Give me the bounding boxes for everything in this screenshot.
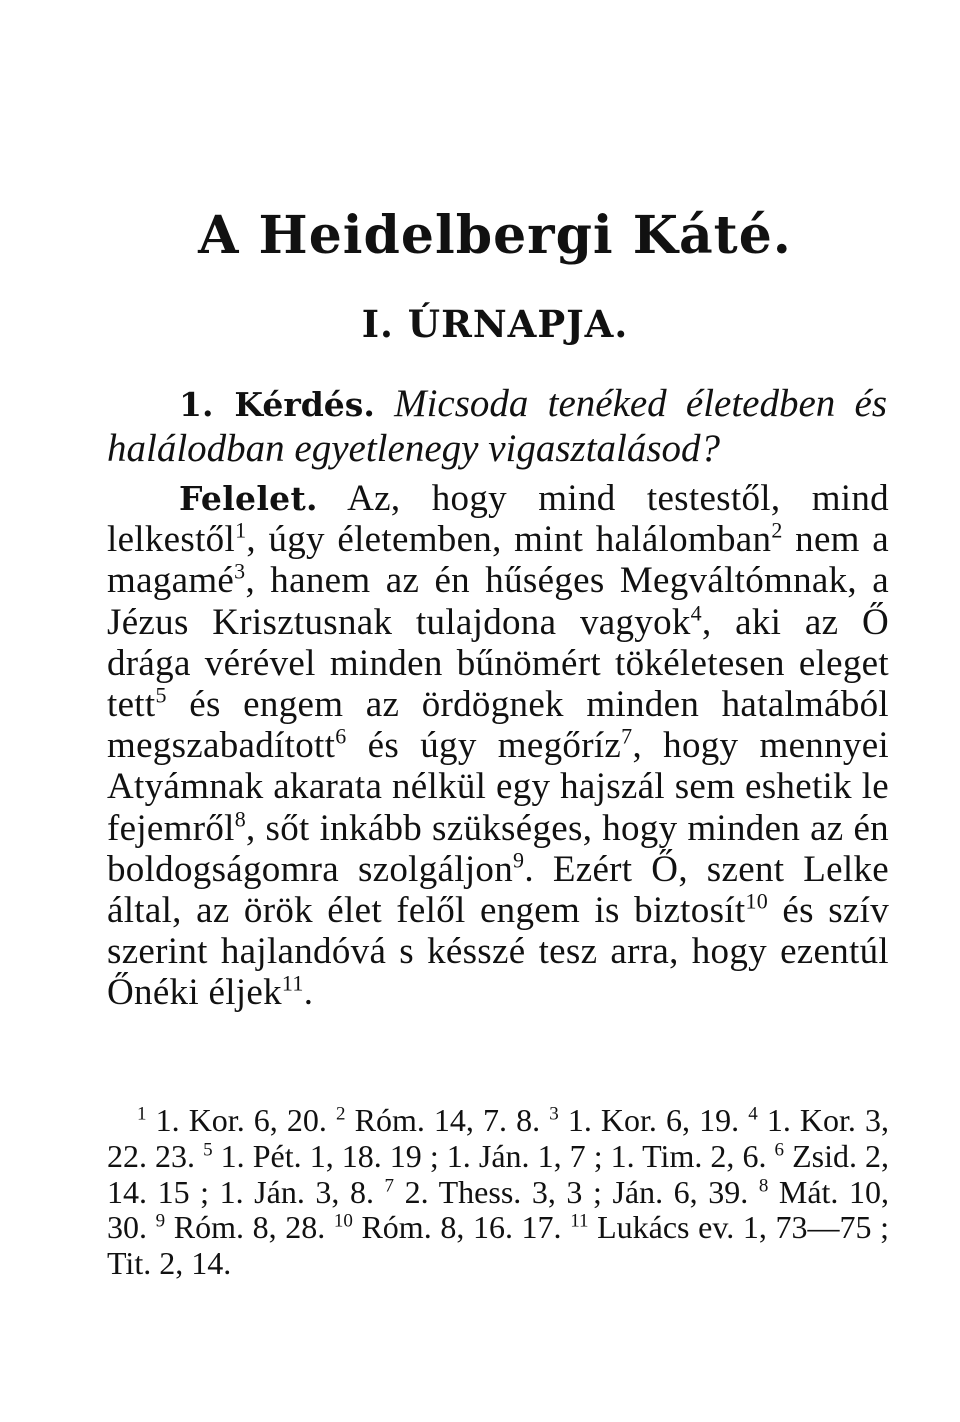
reference-text: 1. Pét. 1, 18. 19 ; 1. Ján. 1, 7 ; 1. Tim. 2, 6. — [212, 1137, 775, 1174]
answer-text-segment: , hanem az én hűséges Megváltómnak, a Jézus Krisztusnak tulajdona vagyok — [107, 560, 889, 643]
footnote-marker: 3 — [234, 559, 246, 585]
footnote-marker: 2 — [771, 517, 783, 543]
reference-text: Lukács ev. 1, 73—75 ; Tit. 2, 14. — [107, 1209, 890, 1282]
reference-number: 4 — [748, 1103, 758, 1125]
answer-text-segment: , aki az Ő drága vérével minden bűnömért tökéletesen eleget tett — [107, 601, 889, 726]
reference-text: Róm. 8, 16. 17. — [352, 1209, 571, 1246]
reference-number: 3 — [549, 1103, 559, 1125]
footnote-marker: 11 — [281, 971, 304, 997]
reference-number: 6 — [774, 1139, 785, 1161]
answer-text-segment: . Ezért Ő, szent Lelke által, az örök élet felől engem is biztosít — [107, 848, 889, 932]
reference-text: 2. Thess. 3, 3 ; Ján. 6, 39. — [394, 1173, 759, 1210]
answer-paragraph — [107, 478, 889, 1014]
reference-text: 1. Kor. 3, 22. 23. — [107, 1102, 890, 1174]
reference-text: 1. Kor. 6, 20. — [146, 1102, 336, 1138]
footnote-marker: 10 — [745, 888, 769, 914]
answer-text-segment: , hogy mennyei Atyámnak akarata nélkül egy hajszál sem eshetik le fejemről — [107, 725, 890, 849]
reference-number: 2 — [336, 1103, 346, 1125]
question-text: Micsoda tenéked életedben és halálodban egyetlenegy vigasztalásod? — [107, 382, 887, 470]
reference-text: Róm. 14, 7. 8. — [345, 1102, 550, 1138]
footnote-marker: 7 — [621, 723, 633, 749]
chapter-heading: I. ÚRNAPJA. — [361, 302, 629, 346]
footnote-marker: 6 — [335, 723, 347, 749]
reference-number: 5 — [203, 1139, 213, 1161]
answer-text-segment: nem a magamé — [107, 519, 889, 602]
answer-text-segment: és úgy megőríz — [346, 725, 622, 767]
reference-number: 11 — [570, 1210, 589, 1232]
answer-body — [107, 478, 889, 1013]
answer-text-segment: , úgy életemben, mint halálomban — [246, 519, 772, 561]
footnote-references — [107, 1103, 889, 1282]
answer-text-segment: Az, hogy mind testestől, mind lelkestől — [107, 478, 889, 561]
reference-number: 9 — [155, 1210, 166, 1232]
footnote-marker: 5 — [155, 682, 167, 708]
answer-text-segment: és szív szerint hajlandóvá s késszé tesz arra, hogy ezentúl Őnéki éljek — [107, 890, 890, 1014]
answer-text-segment: . — [303, 972, 314, 1014]
question-paragraph — [107, 382, 887, 471]
question-label: 1. Kérdés. — [179, 385, 375, 424]
answer-text-segment: és engem az ördögnek minden hatalmából megszabadított — [107, 684, 889, 767]
reference-text: Mát. 10, 30. — [107, 1173, 890, 1246]
reference-number: 10 — [333, 1210, 353, 1232]
footnote-marker: 4 — [690, 600, 702, 626]
footnote-marker: 8 — [234, 806, 247, 832]
reference-text: 1. Kor. 6, 19. — [558, 1102, 749, 1138]
reference-text: Zsid. 2, 14. 15 ; 1. Ján. 3, 8. — [107, 1137, 890, 1210]
reference-number: 1 — [137, 1103, 147, 1125]
answer-label: Felelet. — [179, 479, 318, 518]
reference-number: 7 — [384, 1174, 395, 1196]
reference-text: Róm. 8, 28. — [165, 1209, 334, 1246]
document-title: A Heidelbergi Káté. — [198, 205, 792, 266]
footnote-marker: 1 — [235, 517, 247, 543]
answer-text-segment: , sőt inkább szükséges, hogy minden az én boldogságomra szolgáljon — [107, 807, 889, 890]
footnote-marker: 9 — [513, 847, 525, 873]
reference-number: 8 — [758, 1174, 769, 1196]
